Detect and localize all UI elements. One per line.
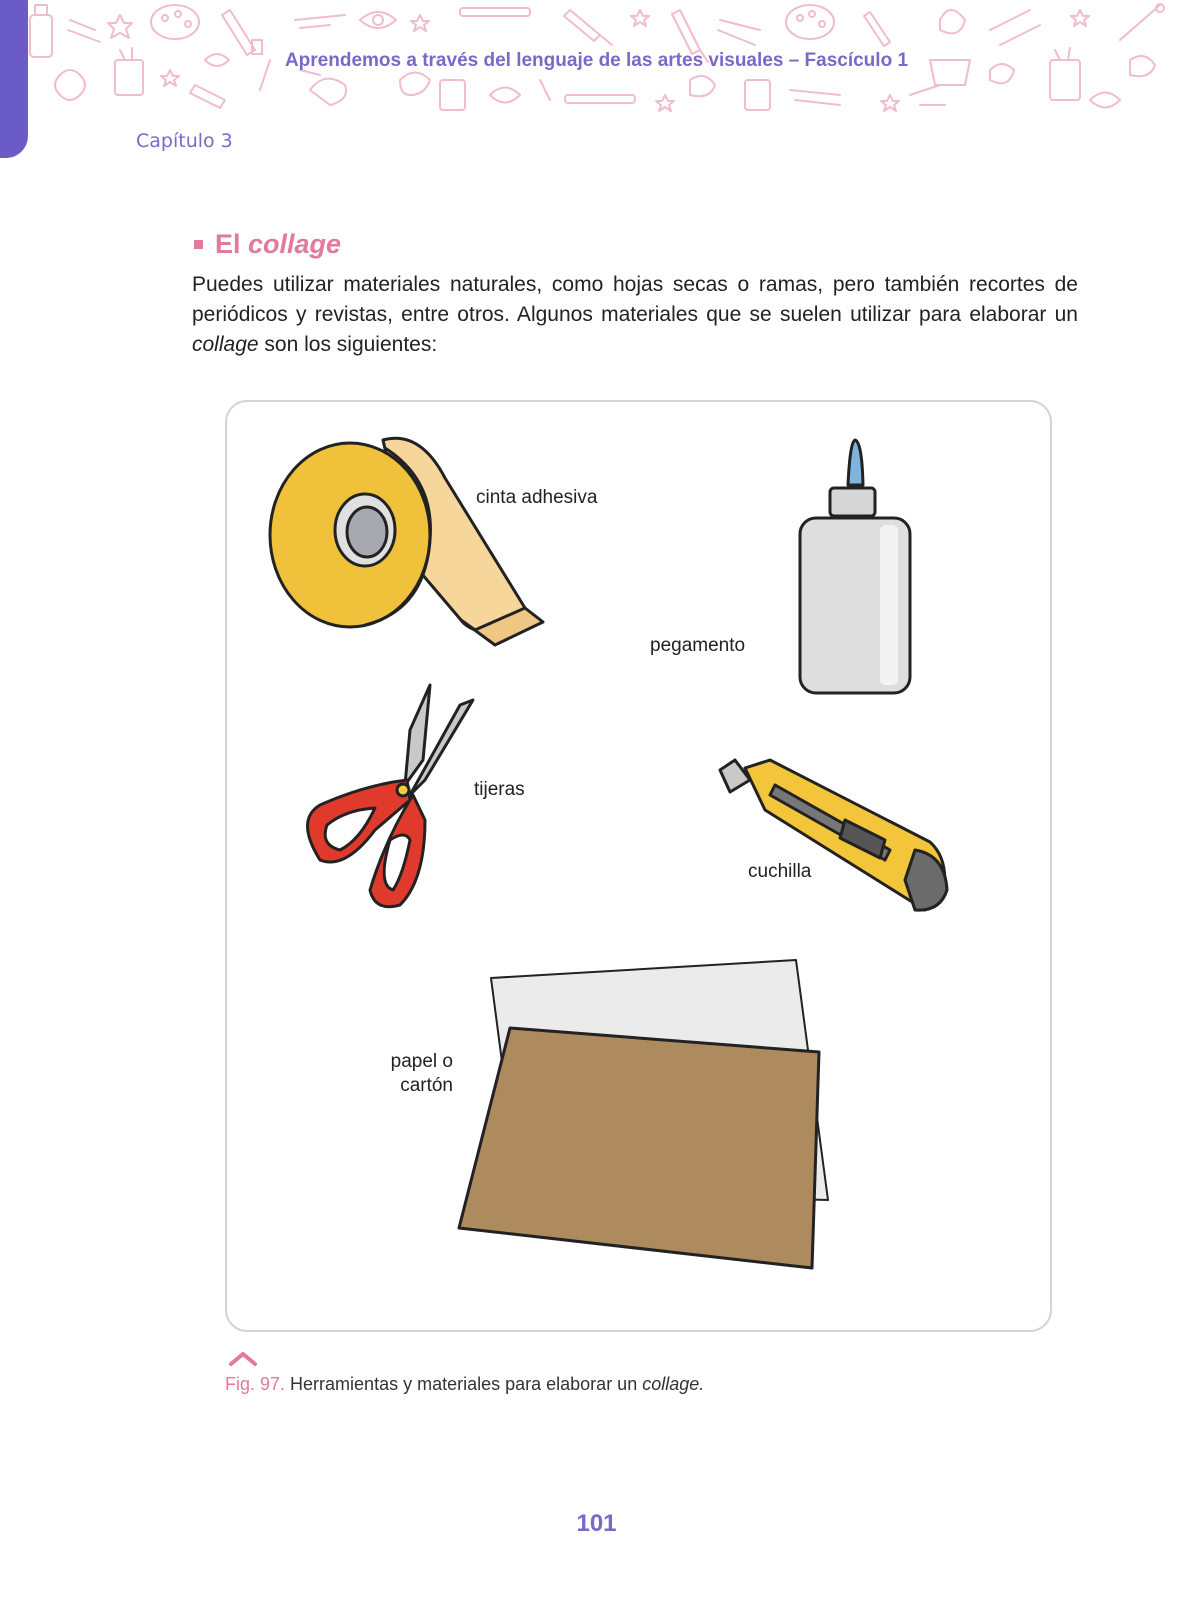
tape-label: cinta adhesiva bbox=[476, 487, 598, 508]
glue-bottle-illustration bbox=[800, 440, 910, 693]
scissors-illustration bbox=[308, 685, 474, 907]
paper-label bbox=[388, 1050, 453, 1098]
figure-number: Fig. 97. bbox=[225, 1374, 286, 1394]
figure-caption: Fig. 97. Herramientas y materiales para elaborar un collage. bbox=[225, 1374, 705, 1394]
cutter-label: cuchilla bbox=[748, 861, 812, 882]
glue-label: pegamento bbox=[650, 635, 746, 656]
scissors-label: tijeras bbox=[474, 779, 525, 800]
chevron-up-icon bbox=[228, 1350, 258, 1366]
square-bullet-icon bbox=[194, 240, 203, 249]
chapter-label: Capítulo 3 bbox=[136, 130, 233, 152]
section-title: El collage bbox=[215, 229, 342, 259]
figure-illustrations bbox=[225, 400, 1052, 1332]
page-number: 101 bbox=[576, 1510, 617, 1537]
chapter-side-tab bbox=[0, 0, 28, 158]
paper-label-line1: papel o bbox=[390, 1051, 453, 1072]
booklet-title: Aprendemos a través del lenguaje de las artes visuales – Fascículo 1 bbox=[284, 50, 909, 71]
paper-label-line2: cartón bbox=[400, 1075, 453, 1096]
section-heading bbox=[194, 229, 341, 260]
tape-roll-illustration bbox=[270, 438, 543, 645]
paper-cardboard-illustration bbox=[459, 960, 828, 1268]
utility-knife-illustration bbox=[720, 760, 947, 910]
intro-paragraph: Puedes utilizar materiales naturales, como hojas secas o ramas, pero también recortes de periódicos y revistas, entre otros. Algunos materiales que se suelen utilizar para elaborar un collage son los siguientes: bbox=[192, 273, 1078, 356]
